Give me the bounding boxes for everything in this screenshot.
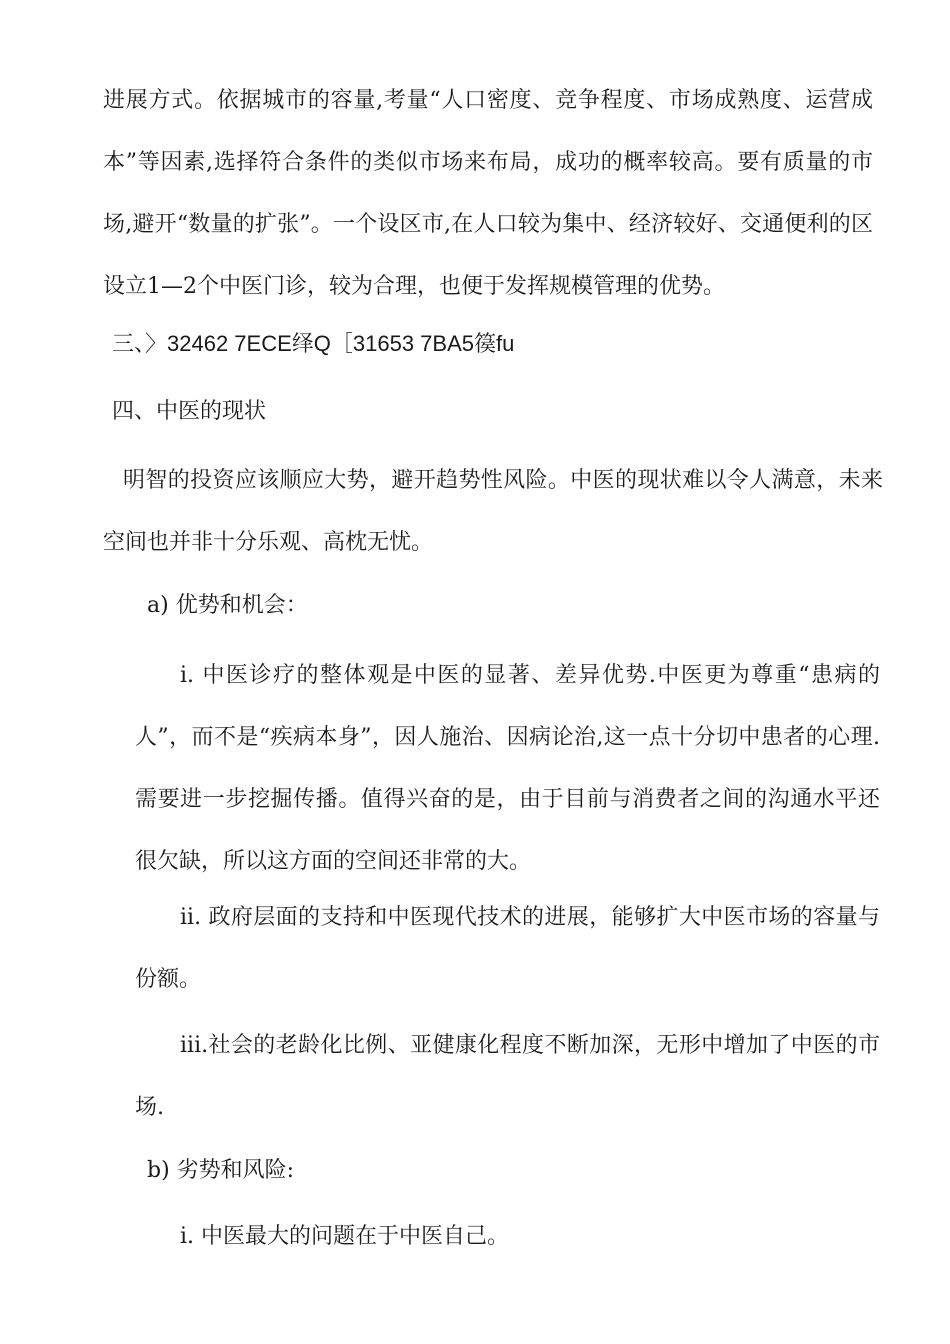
list-item-advantage-1: i. 中医诊疗的整体观是中医的显著、差异优势.中医更为尊重“患病的人”，而不是“疾病本身”，因人施治、因病论治,这一点十分切中患者的心理.需要进一步挖掘传播。值得兴奋的是，由于目前与消费者之间的沟通水平还很欠缺，所以这方面的空间还非常的大。	[135, 663, 880, 874]
subheading-disadvantages: b) 劣势和风险:	[147, 1158, 295, 1183]
status-paragraph: 明智的投资应该顺应大势，避开趋势性风险。中医的现状难以令人满意，未来空间也并非十分乐观、高枕无忧。	[103, 468, 883, 555]
intro-paragraph: 进展方式。依据城市的容量,考量“人口密度、竞争程度、市场成熟度、运营成本”等因素,选择符合条件的类似市场来布局，成功的概率较高。要有质量的市场,避开“数量的扩张”。一个设区市,在人口较为集中、经济较好、交通便利的区设立1—2个中医门诊，较为合理，也便于发挥规模管理的优势。	[103, 88, 873, 299]
list-item-advantage-2: ii. 政府层面的支持和中医现代技术的进展，能够扩大中医市场的容量与份额。	[135, 905, 880, 992]
list-item-disadvantage-1: i. 中医最大的问题在于中医自己。	[180, 1224, 510, 1249]
list-item-advantage-3: iii.社会的老龄化比例、亚健康化程度不断加深，无形中增加了中医的市场.	[135, 1033, 880, 1120]
subheading-advantages: a) 优势和机会：	[147, 593, 308, 618]
section-heading-four: 四、中医的现状	[112, 399, 267, 424]
section-heading-three: 三、〉32462 7ECE绎Q［31653 7BA5篌fu	[112, 331, 515, 356]
